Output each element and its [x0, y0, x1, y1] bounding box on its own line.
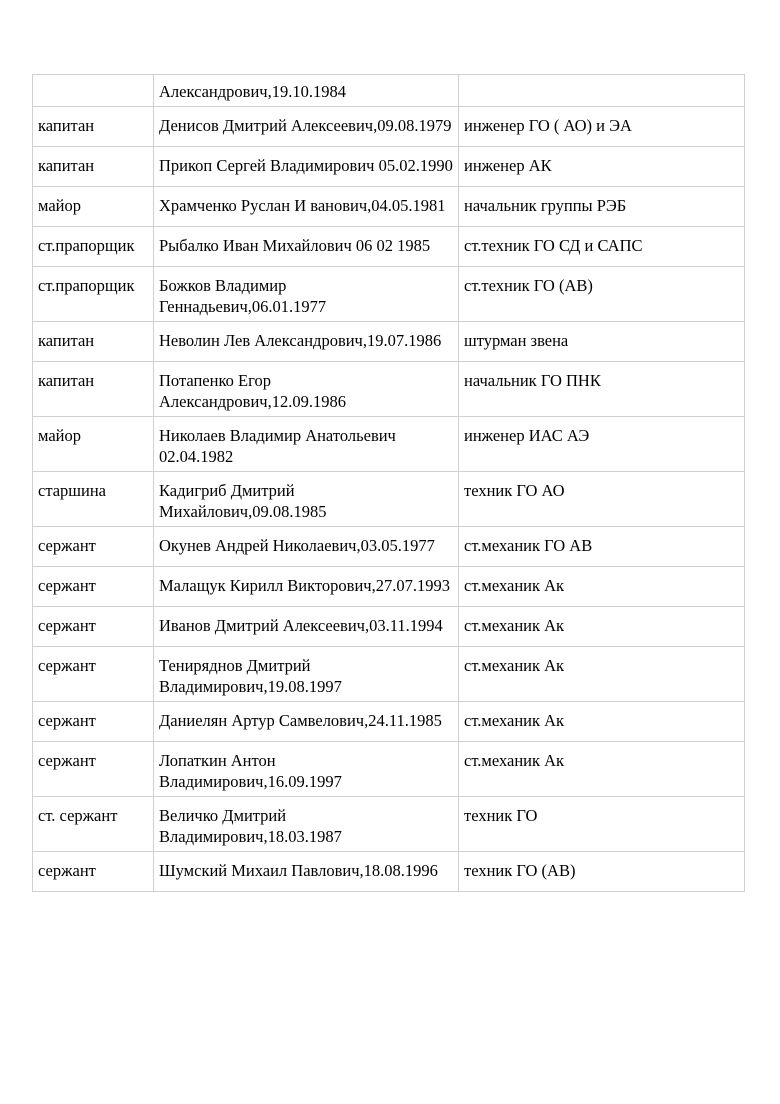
position-cell: ст.техник ГО (АВ): [459, 267, 745, 322]
position-cell: ст.механик Ак: [459, 742, 745, 797]
rank-cell: сержант: [33, 527, 154, 567]
rank-cell: ст.прапорщик: [33, 227, 154, 267]
position-cell: ст.механик Ак: [459, 702, 745, 742]
table-row: [33, 362, 745, 417]
table-row: [33, 567, 745, 607]
position-cell: начальник ГО ПНК: [459, 362, 745, 417]
rank-cell: сержант: [33, 607, 154, 647]
name-cell: Неволин Лев Александрович,19.07.1986: [154, 322, 459, 362]
table-row: [33, 797, 745, 852]
table-row: [33, 742, 745, 797]
table-row: [33, 527, 745, 567]
position-cell: ст.механик Ак: [459, 647, 745, 702]
position-cell: техник ГО: [459, 797, 745, 852]
table-row: [33, 322, 745, 362]
name-cell: Потапенко Егор Александрович,12.09.1986: [154, 362, 459, 417]
name-cell: Иванов Дмитрий Алексеевич,03.11.1994: [154, 607, 459, 647]
position-cell: начальник группы РЭБ: [459, 187, 745, 227]
rank-cell: капитан: [33, 107, 154, 147]
name-cell: Храмченко Руслан И ванович,04.05.1981: [154, 187, 459, 227]
position-cell: [459, 75, 745, 107]
table-row: [33, 107, 745, 147]
table-row: [33, 852, 745, 892]
table-row: [33, 417, 745, 472]
rank-cell: сержант: [33, 742, 154, 797]
rank-cell: ст.прапорщик: [33, 267, 154, 322]
position-cell: техник ГО (АВ): [459, 852, 745, 892]
rank-cell: сержант: [33, 647, 154, 702]
name-cell: Окунев Андрей Николаевич,03.05.1977: [154, 527, 459, 567]
table-row: [33, 187, 745, 227]
table-row: [33, 702, 745, 742]
table-row: [33, 647, 745, 702]
rank-cell: капитан: [33, 322, 154, 362]
table-row: [33, 607, 745, 647]
rank-cell: капитан: [33, 362, 154, 417]
name-cell: Рыбалко Иван Михайлович 06 02 1985: [154, 227, 459, 267]
name-cell: Лопаткин Антон Владимирович,16.09.1997: [154, 742, 459, 797]
rank-cell: сержант: [33, 702, 154, 742]
position-cell: штурман звена: [459, 322, 745, 362]
personnel-table-body: [33, 75, 745, 892]
table-row: [33, 147, 745, 187]
name-cell: Даниелян Артур Самвелович,24.11.1985: [154, 702, 459, 742]
rank-cell: капитан: [33, 147, 154, 187]
position-cell: ст.техник ГО СД и САПС: [459, 227, 745, 267]
position-cell: инженер АК: [459, 147, 745, 187]
table-row: [33, 267, 745, 322]
table-row: [33, 227, 745, 267]
personnel-table: [32, 74, 745, 892]
name-cell: Малащук Кирилл Викторович,27.07.1993: [154, 567, 459, 607]
table-row: [33, 472, 745, 527]
rank-cell: ст. сержант: [33, 797, 154, 852]
name-cell: Прикоп Сергей Владимирович 05.02.1990: [154, 147, 459, 187]
position-cell: техник ГО АО: [459, 472, 745, 527]
rank-cell: майор: [33, 187, 154, 227]
position-cell: ст.механик Ак: [459, 607, 745, 647]
position-cell: ст.механик Ак: [459, 567, 745, 607]
table-row: [33, 75, 745, 107]
position-cell: инженер ИАС АЭ: [459, 417, 745, 472]
rank-cell: сержант: [33, 852, 154, 892]
name-cell: Николаев Владимир Анатольевич 02.04.1982: [154, 417, 459, 472]
position-cell: ст.механик ГО АВ: [459, 527, 745, 567]
name-cell: Кадигриб Дмитрий Михайлович,09.08.1985: [154, 472, 459, 527]
rank-cell: майор: [33, 417, 154, 472]
rank-cell: [33, 75, 154, 107]
position-cell: инженер ГО ( АО) и ЭА: [459, 107, 745, 147]
name-cell: Тениряднов Дмитрий Владимирович,19.08.1997: [154, 647, 459, 702]
name-cell: Денисов Дмитрий Алексеевич,09.08.1979: [154, 107, 459, 147]
name-cell: Божков Владимир Геннадьевич,06.01.1977: [154, 267, 459, 322]
name-cell: Шумский Михаил Павлович,18.08.1996: [154, 852, 459, 892]
rank-cell: старшина: [33, 472, 154, 527]
name-cell: Александрович,19.10.1984: [154, 75, 459, 107]
name-cell: Величко Дмитрий Владимирович,18.03.1987: [154, 797, 459, 852]
rank-cell: сержант: [33, 567, 154, 607]
